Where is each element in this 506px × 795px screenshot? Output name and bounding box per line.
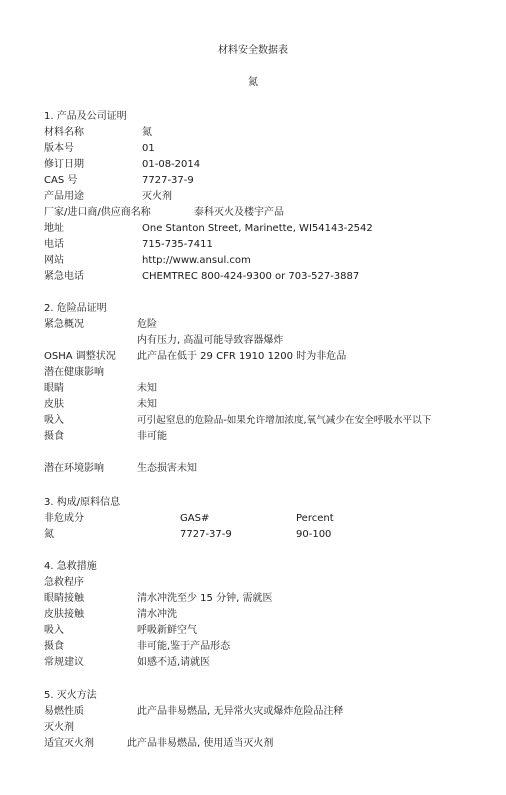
- field-value: 非可能,鉴于产品形态: [137, 641, 231, 652]
- field-value: http://www.ansul.com: [142, 255, 251, 266]
- field-value: One Stanton Street, Marinette, WI54143-2542: [142, 223, 373, 234]
- field-value: 可引起窒息的危险品-如果允许增加浓度,氧气减少在安全呼吸水平以下: [137, 415, 432, 426]
- field-label: 常规建议: [44, 657, 84, 668]
- document-title: 材料安全数据表: [218, 45, 288, 56]
- field-value: 内有压力, 高温可能导致容器爆炸: [137, 335, 284, 346]
- field-label: 适宜灭火剂: [44, 738, 94, 749]
- field-value: 危险: [137, 319, 157, 330]
- field-label: 眼睛接触: [44, 593, 84, 604]
- field-label: 灭火剂: [44, 722, 74, 733]
- field-label: 潜在健康影响: [44, 367, 104, 378]
- table-header: GAS#: [180, 513, 210, 524]
- field-value: 呼吸新鲜空气: [137, 625, 197, 636]
- table-cell: 氮: [44, 529, 54, 540]
- section-3-heading: 3. 构成/原料信息: [44, 497, 121, 508]
- field-value: 灭火剂: [142, 191, 172, 202]
- field-label: 紧急概况: [44, 319, 84, 330]
- field-label: 摄食: [44, 431, 64, 442]
- table-header: Percent: [296, 513, 334, 524]
- field-label: 网站: [44, 255, 64, 266]
- field-value: 此产品在低于 29 CFR 1910 1200 时为非危品: [137, 351, 347, 362]
- field-value: 未知: [137, 399, 157, 410]
- field-value: 未知: [137, 383, 157, 394]
- field-label: 潜在环境影响: [44, 463, 104, 474]
- document-subtitle: 氮: [248, 77, 258, 88]
- field-value: 715-735-7411: [142, 239, 213, 250]
- field-label: 吸入: [44, 415, 64, 426]
- section-5-heading: 5. 灭火方法: [44, 690, 97, 701]
- field-value: 01-08-2014: [142, 159, 201, 170]
- field-value: 7727-37-9: [142, 175, 194, 186]
- field-label: 皮肤接触: [44, 609, 84, 620]
- field-label: 材料名称: [44, 127, 84, 138]
- field-label: 紧急电话: [44, 271, 84, 282]
- field-label: 易燃性质: [44, 706, 84, 717]
- field-value: 清水冲洗: [137, 609, 177, 620]
- field-label: OSHA 调整状况: [44, 351, 116, 362]
- field-label: 地址: [44, 223, 64, 234]
- table-header: 非危成分: [44, 513, 84, 524]
- section-2-heading: 2. 危险品证明: [44, 303, 107, 314]
- field-label: CAS 号: [44, 175, 78, 186]
- field-value: 生态损害未知: [137, 463, 197, 474]
- field-label: 皮肤: [44, 399, 64, 410]
- section-1-heading: 1. 产品及公司证明: [44, 111, 127, 122]
- field-label: 厂家/进口商/供应商名称: [44, 207, 151, 218]
- table-cell: 90-100: [296, 529, 332, 540]
- field-label: 修订日期: [44, 159, 84, 170]
- field-value: 泰科灭火及楼宇产品: [194, 207, 284, 218]
- field-label: 眼睛: [44, 383, 64, 394]
- field-value: 氮: [142, 127, 152, 138]
- field-value: 此产品非易燃品, 使用适当灭火剂: [127, 738, 274, 749]
- field-label: 电话: [44, 239, 64, 250]
- field-value: 非可能: [137, 431, 167, 442]
- field-label: 摄食: [44, 641, 64, 652]
- subheading: 急救程序: [44, 577, 84, 588]
- field-value: CHEMTREC 800-424-9300 or 703-527-3887: [142, 271, 360, 282]
- field-label: 吸入: [44, 625, 64, 636]
- field-label: 版本号: [44, 143, 74, 154]
- table-cell: 7727-37-9: [180, 529, 232, 540]
- section-4-heading: 4. 急救措施: [44, 561, 97, 572]
- field-value: 此产品非易燃品, 无异常火灾或爆炸危险品注释: [137, 706, 344, 717]
- field-value: 01: [142, 143, 155, 154]
- field-value: 清水冲洗至少 15 分钟, 需就医: [137, 593, 273, 604]
- field-label: 产品用途: [44, 191, 84, 202]
- field-value: 如感不适,请就医: [137, 657, 211, 668]
